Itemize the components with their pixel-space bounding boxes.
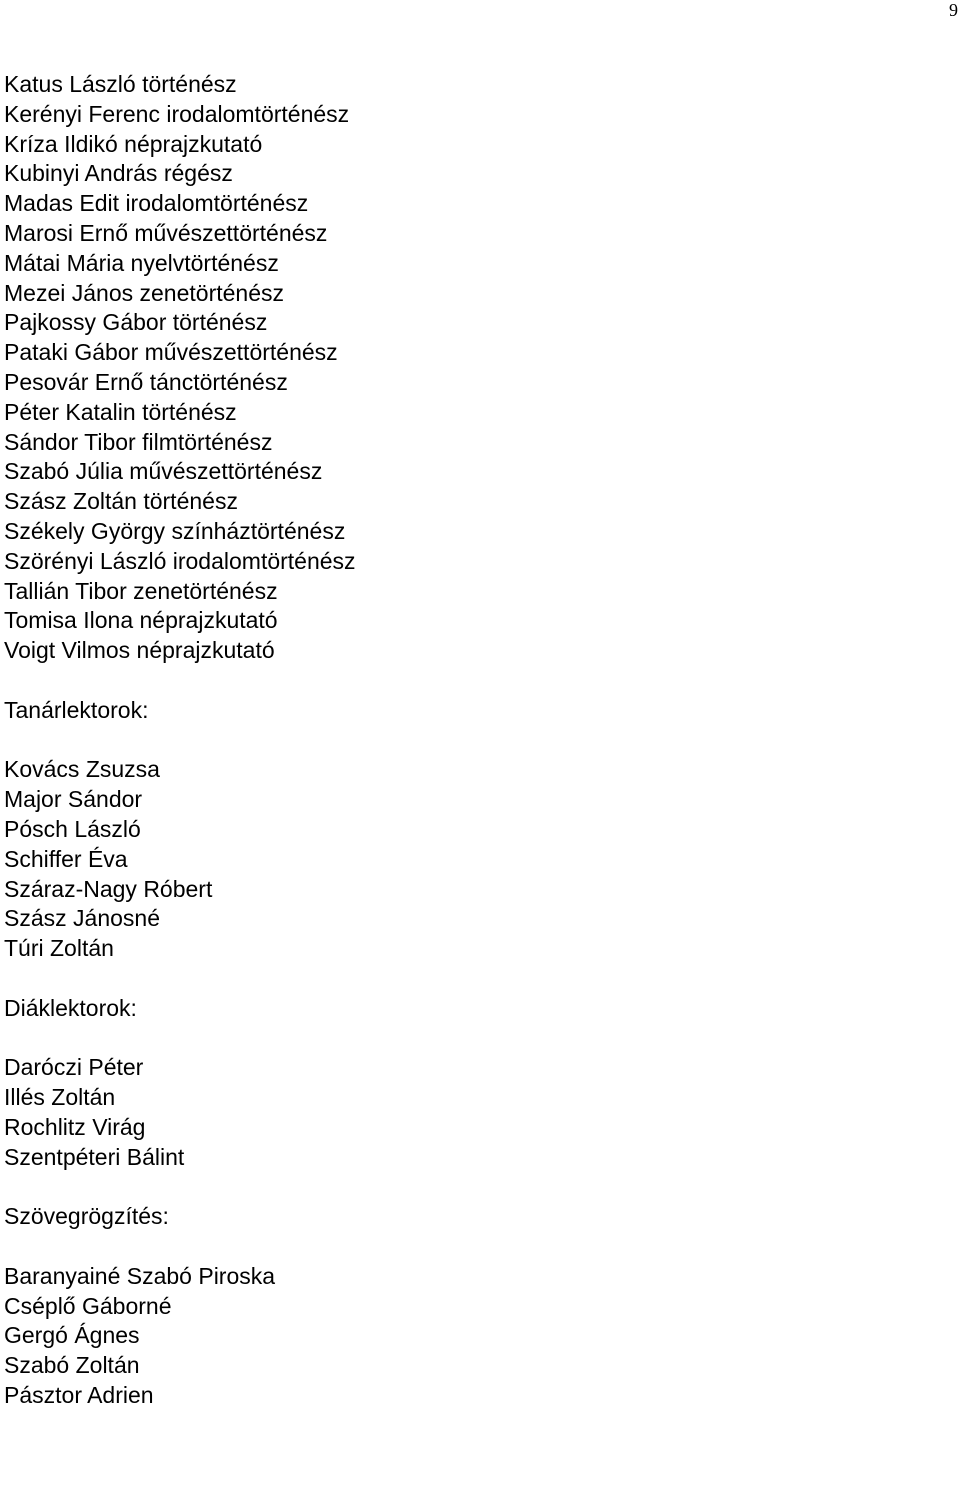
student-reviewers-section — [4, 994, 944, 1173]
list-item: Major Sándor — [4, 786, 143, 813]
spacer — [4, 726, 944, 756]
list-item: Pásztor Adrien — [4, 1382, 154, 1409]
list-item: Daróczi Péter — [4, 1054, 144, 1081]
list-item: Illés Zoltán — [4, 1084, 116, 1111]
list-item: Pataki Gábor művészettörténész — [4, 339, 338, 366]
list-item: Voigt Vilmos néprajzkutató — [4, 637, 275, 664]
page-number: 9 — [949, 0, 958, 20]
list-item: Túri Zoltán — [4, 935, 114, 962]
teacher-reviewers-section — [4, 696, 944, 964]
list-item: Mezei János zenetörténész — [4, 279, 284, 306]
spacer — [4, 1172, 944, 1202]
list-item: Pajkossy Gábor történész — [4, 309, 268, 336]
list-item: Pósch László — [4, 815, 141, 842]
list-item: Száraz-Nagy Róbert — [4, 875, 213, 902]
list-item: Madas Edit irodalomtörténész — [4, 190, 309, 217]
list-item: Székely György színháztörténész — [4, 517, 346, 544]
list-item: Tallián Tibor zenetörténész — [4, 577, 278, 604]
list-item: Szabó Júlia művészettörténész — [4, 458, 323, 485]
list-item: Kovács Zsuzsa — [4, 756, 160, 783]
section-heading: Tanárlektorok: — [4, 696, 149, 723]
list-item: Kerényi Ferenc irodalomtörténész — [4, 100, 350, 127]
spacer — [4, 1232, 944, 1262]
spacer — [4, 666, 944, 696]
list-item: Marosi Ernő művészettörténész — [4, 219, 328, 246]
list-item: Szász Zoltán történész — [4, 488, 238, 515]
typesetting-section — [4, 1202, 944, 1411]
spacer — [4, 1024, 944, 1054]
list-item: Sándor Tibor filmtörténész — [4, 428, 273, 455]
list-item: Katus László történész — [4, 71, 237, 97]
list-item: Schiffer Éva — [4, 845, 128, 872]
list-item: Kubinyi András régész — [4, 160, 233, 187]
list-item: Szász Jánosné — [4, 905, 160, 932]
list-item: Cséplő Gáborné — [4, 1292, 172, 1319]
list-item: Szentpéteri Bálint — [4, 1143, 185, 1170]
list-item: Kríza Ildikó néprajzkutató — [4, 130, 263, 157]
list-item: Baranyainé Szabó Piroska — [4, 1262, 276, 1289]
list-item: Gergó Ágnes — [4, 1322, 140, 1349]
section-heading: Szövegrögzítés: — [4, 1203, 169, 1230]
list-item: Rochlitz Virág — [4, 1113, 146, 1140]
list-item: Pesovár Ernő tánctörténész — [4, 368, 288, 395]
historians-list — [4, 70, 944, 666]
list-item: Tomisa Ilona néprajzkutató — [4, 607, 278, 634]
list-item: Szabó Zoltán — [4, 1352, 140, 1379]
section-heading: Diáklektorok: — [4, 994, 137, 1021]
credits-list — [4, 70, 944, 1411]
list-item: Mátai Mária nyelvtörténész — [4, 249, 279, 276]
list-item: Szörényi László irodalomtörténész — [4, 547, 356, 574]
spacer — [4, 964, 944, 994]
list-item: Péter Katalin történész — [4, 398, 237, 425]
